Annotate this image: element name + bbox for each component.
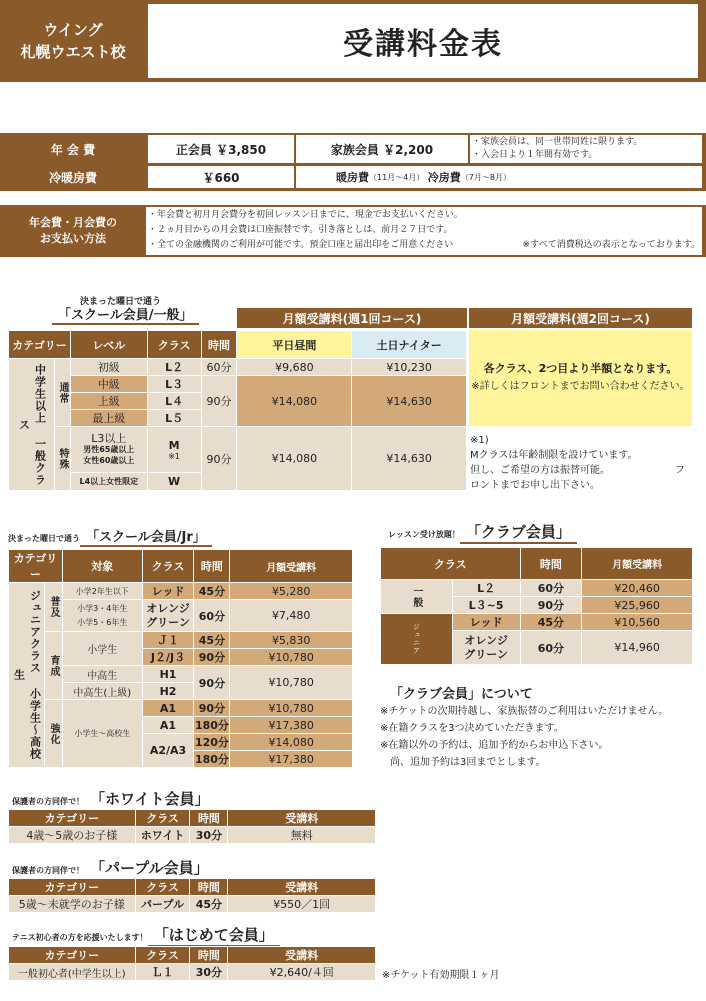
gen-group-special: 特殊 — [56, 447, 68, 470]
payment-line-1: ・年会費と初月月会費分を初回レッスン日までに、現金でお支払いください。 — [148, 210, 463, 220]
gen-header-category: カテゴリー — [9, 331, 71, 359]
jr-r5-class-2: A1 — [142, 717, 194, 734]
club-r1-fee: ¥20,460 — [582, 580, 693, 597]
club-about-notes — [380, 703, 700, 771]
gen-special-level-1: L3以上 — [91, 432, 127, 445]
jr-r1-target: 小学2年生以下 — [62, 583, 142, 600]
school-name-line2: 札幌ウエスト校 — [20, 43, 126, 61]
jr-r5-time-2: 180分 — [194, 717, 230, 734]
gen-day-3: ¥14,080 — [237, 376, 352, 427]
jr-r5-fee-4: ¥17,380 — [230, 751, 353, 768]
jr-r5-class-3: A2/A3 — [142, 734, 194, 768]
club-about-4: 尚、追加予約は3回までとします。 — [380, 757, 546, 768]
jr-r3-class-a: Ｊ１ — [142, 632, 194, 649]
school-name — [0, 4, 146, 78]
white-fee: 無料 — [228, 827, 376, 844]
purple-h-time: 時間 — [190, 879, 228, 896]
junior-table — [8, 549, 353, 768]
regular-fee: 正会員 ￥3,850 — [148, 135, 294, 163]
white-title-text: 「ホワイト会員」 — [84, 788, 216, 811]
jr-r3-class-b: J２/J３ — [142, 649, 194, 666]
weekly2-header: 月額受講料(週2回コース) — [469, 308, 692, 328]
purple-h-class: クラス — [135, 879, 190, 896]
gen-special-night: ¥14,630 — [352, 427, 467, 491]
jr-r3-fee-b: ¥10,780 — [230, 649, 353, 666]
jr-group-3: 強化 — [47, 722, 59, 745]
white-caption: 保護者の方同伴で！ — [12, 797, 84, 806]
gen-special-level-2: 男性65歳以上 — [83, 445, 135, 454]
payment-line-2: ・２ヵ月目からの月会費は口座振替です。引き落としは、前月２７日です。 — [148, 225, 453, 235]
club-r3-time: 45分 — [520, 614, 582, 631]
gen-special-day: ¥14,080 — [237, 427, 352, 491]
jr-r5-fee-2: ¥17,380 — [230, 717, 353, 734]
club-r2-class: L３~5 — [452, 597, 520, 614]
club-r4-class — [452, 631, 520, 665]
gen-header-weekend: 土日ナイター — [352, 331, 467, 359]
gen-category: 中学生以上 一般クラス — [17, 363, 47, 486]
purple-title-text: 「パープル会員」 — [84, 857, 215, 880]
junior-caption: 決まった曜日で通う — [8, 534, 80, 543]
payment-line-3 — [148, 238, 700, 253]
half-price-note — [469, 330, 692, 426]
jr-r2-class-1: オレンジ — [146, 601, 190, 615]
club-r4-fee: ¥14,960 — [582, 631, 693, 665]
club-title — [388, 521, 577, 544]
general-title: 「スクール会員/一般」 — [52, 304, 199, 325]
purple-table — [8, 878, 376, 913]
club-r4-class-2: グリーン — [464, 647, 508, 661]
family-fee-notes — [470, 135, 702, 163]
club-r3-fee: ¥10,560 — [582, 614, 693, 631]
general-table — [8, 330, 467, 491]
m-note-3: 但し、ご希望の方は振替可能。 フ — [470, 465, 685, 476]
family-note-1: ・家族会員は、同一世帯同姓に限ります。 — [472, 137, 643, 147]
club-r4-time: 60分 — [520, 631, 582, 665]
jr-header-target: 対象 — [62, 550, 142, 583]
jr-r3-target: 小学生 — [62, 632, 142, 666]
white-table — [8, 809, 376, 844]
jr-header-fee: 月額受講料 — [230, 550, 353, 583]
hajime-title-text: 「はじめて会員」 — [148, 924, 280, 947]
junior-title-text: 「スクール会員/Jr」 — [80, 526, 212, 547]
gen-level-3: 上級 — [70, 393, 147, 410]
heating-fee: ￥660 — [148, 166, 294, 188]
club-about-3: ※在籍以外の予約は、追加予約からお申込下さい。 — [380, 740, 609, 751]
gen-day-1: ¥9,680 — [237, 359, 352, 376]
club-r2-fee: ¥25,960 — [582, 597, 693, 614]
gen-header-class: クラス — [147, 331, 201, 359]
club-about-1: ※チケットの次期持越し、家族振替のご利用はいただけません。 — [380, 706, 669, 717]
jr-r2-target — [62, 600, 142, 632]
gen-level-1: 初級 — [70, 359, 147, 376]
white-title — [12, 788, 216, 811]
hajime-h-class: クラス — [135, 947, 190, 964]
purple-title — [12, 857, 215, 880]
jr-r1-class: レッド — [142, 583, 194, 600]
club-title-text: 「クラブ会員」 — [460, 521, 577, 544]
gen-level-2: 中級 — [70, 376, 147, 393]
weekly1-header: 月額受講料(週1回コース) — [237, 308, 467, 328]
gen-special-level-3: 女性60歳以上 — [83, 456, 135, 465]
white-h-time: 時間 — [190, 810, 228, 827]
gen-special-level — [70, 427, 147, 473]
purple-time: 45分 — [190, 896, 228, 913]
half-note-1: 各クラス、2つ目より半額となります。 — [483, 362, 678, 375]
white-h-cat: カテゴリー — [9, 810, 136, 827]
white-h-class: クラス — [135, 810, 190, 827]
heating-detail1: 暖房費 — [336, 171, 369, 184]
gen-header-level: レベル — [70, 331, 147, 359]
jr-r5-target: 小学生～高校生 — [62, 700, 142, 768]
purple-class: パープル — [135, 896, 190, 913]
jr-r3-time-a: 45分 — [194, 632, 230, 649]
heating-detail — [296, 166, 702, 188]
club-header-time: 時間 — [520, 548, 582, 580]
m-note-2: Mクラスは年齢制限を設けています。 — [470, 450, 638, 461]
white-time: 30分 — [190, 827, 228, 844]
gen-class-2: L３ — [147, 376, 201, 393]
jr-r4-class-1: H1 — [142, 666, 194, 683]
gen-special-mark: ※1 — [168, 451, 181, 461]
gen-time-1: 60分 — [201, 359, 237, 376]
hajime-cat: 一般初心者(中学生以上) — [9, 964, 136, 981]
club-junior-label: ジュニア — [412, 623, 421, 655]
hajime-caption: テニス初心者の方を応援いたします！ — [12, 933, 148, 942]
hajime-title — [12, 924, 280, 947]
jr-r2-class — [142, 600, 194, 632]
jr-r5-time-3: 120分 — [194, 734, 230, 751]
hajime-h-cat: カテゴリー — [9, 947, 136, 964]
club-about-2: ※在籍クラスを3つ決めていただきます。 — [380, 723, 564, 734]
jr-r4-target-1: 中高生 — [62, 666, 142, 683]
half-note-2: ※詳しくはフロントまでお問い合わせください。 — [471, 381, 690, 392]
gen-header-time: 時間 — [201, 331, 237, 359]
hajime-h-fee: 受講料 — [228, 947, 376, 964]
purple-h-cat: カテゴリー — [9, 879, 136, 896]
heating-detail1-months: （11月～4月） — [369, 172, 425, 182]
purple-caption: 保護者の方同伴で！ — [12, 866, 84, 875]
club-r4-class-1: オレンジ — [464, 633, 508, 647]
gen-header-weekday: 平日昼間 — [237, 331, 352, 359]
club-table — [380, 547, 693, 665]
gen-night-3: ¥14,630 — [352, 376, 467, 427]
hajime-table — [8, 946, 376, 981]
gen-night-1: ¥10,230 — [352, 359, 467, 376]
payment-line-3-text: ・全ての金融機関のご利用が可能です。預金口座と届出印をご用意ください — [148, 240, 454, 250]
payment-label-2: お支払い方法 — [40, 232, 106, 245]
jr-header-class: クラス — [142, 550, 194, 583]
heating-detail2: 冷房費 — [427, 171, 461, 184]
club-general-label: 一般 — [410, 585, 422, 608]
white-h-fee: 受講料 — [228, 810, 376, 827]
club-r3-class: レッド — [452, 614, 520, 631]
jr-r2-target-2: 小学5・6年生 — [77, 617, 128, 627]
hajime-note: ※チケット有効期限１ヶ月 — [382, 970, 500, 981]
club-header-fee: 月額受講料 — [582, 548, 693, 580]
heating-detail2-months: （7月～8月） — [460, 172, 511, 182]
purple-h-fee: 受講料 — [228, 879, 376, 896]
club-caption: レッスン受け放題！ — [388, 530, 460, 539]
gen-special2-class: W — [147, 473, 201, 491]
gen-level-4: 最上級 — [70, 410, 147, 427]
white-class: ホワイト — [135, 827, 190, 844]
white-cat: 4歳～5歳のお子様 — [9, 827, 136, 844]
hajime-h-time: 時間 — [190, 947, 228, 964]
hajime-class: Ｌ１ — [135, 964, 190, 981]
jr-r4-fee: ¥10,780 — [230, 666, 353, 700]
purple-cat: 5歳～未就学のお子様 — [9, 896, 136, 913]
jr-r2-time: 60分 — [194, 600, 230, 632]
jr-r5-fee-1: ¥10,780 — [230, 700, 353, 717]
annual-fee-label: 年 会 費 — [50, 142, 96, 157]
jr-r4-target-2: 中高生(上級) — [62, 683, 142, 700]
gen-class-4: L５ — [147, 410, 201, 427]
jr-r1-time: 45分 — [194, 583, 230, 600]
jr-r2-class-2: グリーン — [146, 615, 190, 629]
jr-group-1: 普及 — [47, 596, 59, 618]
jr-r1-fee: ¥5,280 — [230, 583, 353, 600]
gen-special-class-m: M — [168, 438, 180, 452]
jr-r5-time-4: 180分 — [194, 751, 230, 768]
jr-header-time: 時間 — [194, 550, 230, 583]
general-caption: 決まった曜日で通う — [80, 297, 162, 307]
jr-r4-class-2: H2 — [142, 683, 194, 700]
school-name-line1: ウイング — [43, 21, 103, 39]
gen-special-time: 90分 — [201, 427, 237, 491]
jr-r5-class-1: A1 — [142, 700, 194, 717]
m-note-4: ロントまでお申し出下さい。 — [470, 480, 600, 491]
club-about-title: 「クラブ会員」について — [390, 687, 533, 702]
gen-time-3: 90分 — [201, 376, 237, 427]
club-header-class: クラス — [381, 548, 521, 580]
gen-special-class — [147, 427, 201, 473]
jr-r3-fee-a: ¥5,830 — [230, 632, 353, 649]
jr-r2-fee: ¥7,480 — [230, 600, 353, 632]
club-r1-time: 60分 — [520, 580, 582, 597]
m-class-notes — [470, 433, 700, 493]
purple-fee: ¥550／1回 — [228, 896, 376, 913]
jr-r5-time-1: 90分 — [194, 700, 230, 717]
family-note-2: ・入会日より１年間有効です。 — [472, 150, 598, 160]
payment-label — [0, 207, 146, 255]
jr-group-2: 育成 — [47, 654, 59, 677]
jr-r5-fee-3: ¥14,080 — [230, 734, 353, 751]
jr-r3-time-b: 90分 — [194, 649, 230, 666]
hajime-time: 30分 — [190, 964, 228, 981]
payment-label-1: 年会費・月会費の — [29, 216, 117, 229]
heating-label: 冷暖房費 — [48, 170, 97, 185]
jr-r2-target-1: 小学3・4年生 — [77, 603, 128, 613]
junior-title — [8, 526, 212, 547]
jr-category: ジュニアクラス 小学生～高校生 — [12, 590, 42, 760]
gen-class-3: L４ — [147, 393, 201, 410]
gen-class-1: L２ — [147, 359, 201, 376]
club-r2-time: 90分 — [520, 597, 582, 614]
hajime-fee: ¥2,640/４回 — [228, 964, 376, 981]
payment-text — [146, 207, 702, 255]
family-fee: 家族会員 ￥2,200 — [296, 135, 468, 163]
jr-header-category: カテゴリー — [9, 550, 63, 583]
gen-group-normal: 通常 — [56, 381, 68, 404]
club-r1-class: L２ — [452, 580, 520, 597]
jr-r4-time: 90分 — [194, 666, 230, 700]
gen-special2-level: L4以上女性限定 — [70, 473, 147, 491]
tax-note: ※すべて消費税込の表示となっております。 — [522, 240, 700, 250]
page-title: 受講料金表 — [343, 27, 503, 62]
m-note-1: ※1) — [470, 435, 489, 446]
